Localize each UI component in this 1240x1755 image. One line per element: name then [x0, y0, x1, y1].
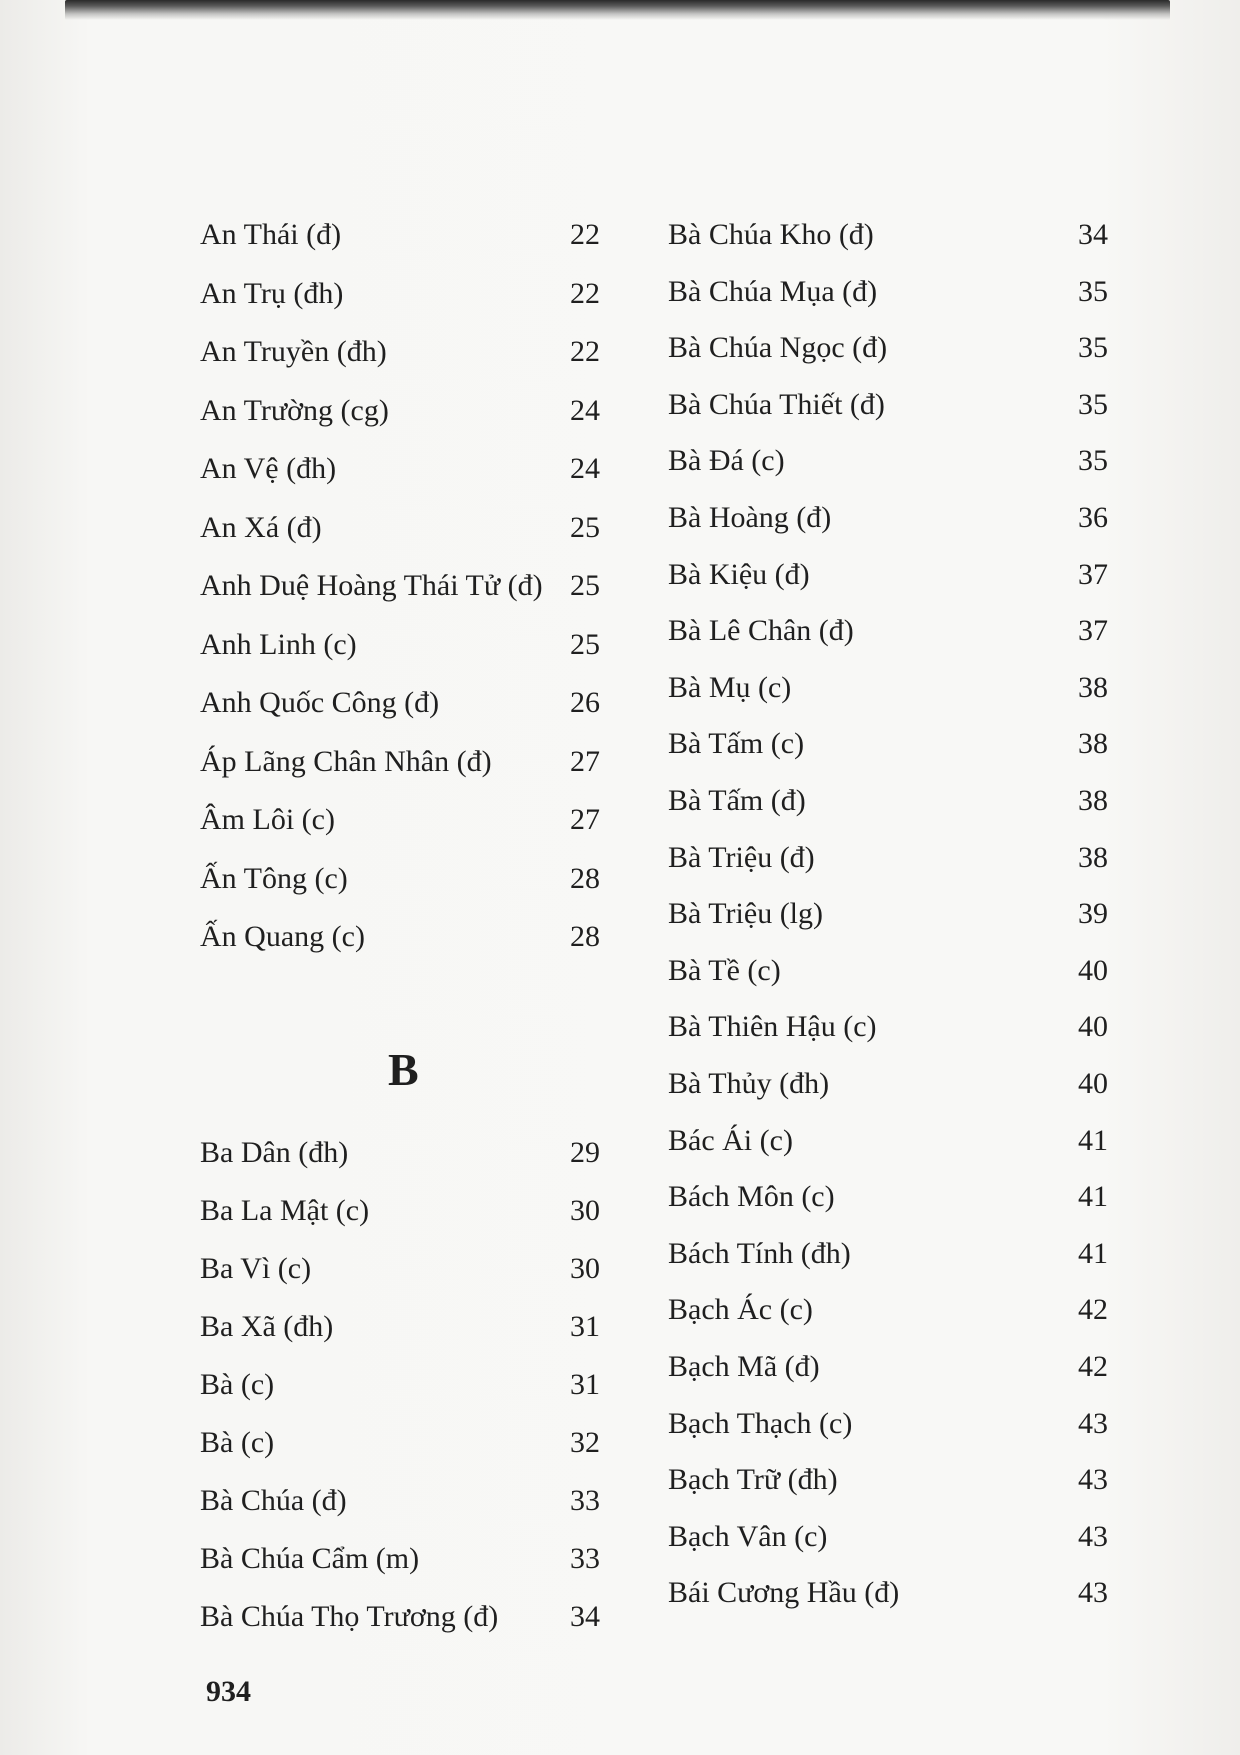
index-page-ref: 40 [1078, 1010, 1108, 1044]
index-page-ref: 38 [1078, 784, 1108, 817]
index-page-ref: 41 [1078, 1180, 1108, 1214]
index-term: Bà Đá (c) [668, 444, 785, 478]
index-term: Bà Chúa Mụa (đ) [668, 274, 878, 308]
index-term: Bà Thủy (đh) [668, 1067, 830, 1100]
index-page-ref: 24 [570, 452, 600, 485]
section-heading-b: B [388, 1044, 419, 1095]
index-term: Bà Chúa Kho (đ) [668, 218, 874, 251]
index-entry [668, 1290, 1108, 1330]
index-term: Bạch Trữ (đh) [668, 1463, 838, 1497]
index-term: Bà Tấm (c) [668, 727, 805, 761]
index-page-ref: 34 [1078, 218, 1108, 251]
index-term: Ấn Tông (c) [200, 861, 348, 895]
index-entry [200, 683, 600, 723]
index-entry [668, 781, 1108, 821]
index-term: An Thái (đ) [200, 218, 342, 251]
index-page-ref: 36 [1078, 501, 1108, 534]
index-page-ref: 34 [570, 1600, 600, 1633]
index-page-ref: 30 [570, 1194, 600, 1227]
index-entry [668, 838, 1108, 878]
index-page-ref: 33 [570, 1484, 600, 1517]
index-page-ref: 28 [570, 920, 600, 953]
index-entry [668, 1460, 1108, 1500]
index-term: Bạch Mã (đ) [668, 1350, 820, 1383]
index-page-ref: 32 [570, 1426, 600, 1459]
index-page-ref: 43 [1078, 1406, 1108, 1440]
index-page-ref: 33 [570, 1542, 600, 1575]
index-entry [668, 1064, 1108, 1104]
index-term: Bà Tề (c) [668, 953, 781, 987]
index-page-ref: 40 [1078, 953, 1108, 987]
index-entry [668, 385, 1108, 425]
index-term: Bà Kiệu (đ) [668, 557, 810, 591]
index-entry [668, 668, 1108, 708]
index-entry [200, 625, 600, 665]
index-page-ref: 30 [570, 1252, 600, 1285]
index-term: Bà Chúa Thọ Trương (đ) [200, 1600, 499, 1633]
index-term: Bách Tính (đh) [668, 1236, 851, 1270]
index-entry [200, 1481, 600, 1521]
index-term: An Trụ (đh) [200, 276, 344, 310]
index-page-ref: 24 [570, 393, 600, 427]
index-term: Bách Môn (c) [668, 1180, 835, 1214]
index-page-ref: 25 [570, 627, 600, 661]
index-entry [668, 1007, 1108, 1047]
index-entry [200, 1597, 600, 1637]
index-entry [668, 215, 1108, 255]
index-entry [200, 508, 600, 548]
index-page-ref: 42 [1078, 1350, 1108, 1383]
index-term: Ấn Quang (c) [200, 920, 365, 953]
index-term: Bà Mụ (c) [668, 670, 792, 704]
index-page-ref: 26 [570, 686, 600, 719]
index-term: Ba Xã (đh) [200, 1310, 334, 1343]
index-page-ref: 25 [570, 510, 600, 544]
page-number: 934 [206, 1675, 251, 1708]
index-entry [200, 800, 600, 840]
index-entry [200, 1191, 600, 1231]
index-term: Ba Vì (c) [200, 1252, 312, 1285]
index-entry [200, 1423, 600, 1463]
index-entry [200, 215, 600, 255]
index-page-ref: 35 [1078, 444, 1108, 478]
index-term: Bà (c) [200, 1426, 275, 1459]
page-top-shadow [65, 0, 1170, 20]
index-page-ref: 37 [1078, 614, 1108, 648]
index-term: Bà Lê Chân (đ) [668, 614, 854, 648]
index-page-ref: 42 [1078, 1293, 1108, 1327]
index-page-ref: 31 [570, 1310, 600, 1343]
index-page-ref: 31 [570, 1368, 600, 1401]
index-entry [200, 1365, 600, 1405]
index-entry [668, 441, 1108, 481]
index-term: Bà Tấm (đ) [668, 784, 806, 817]
index-entry [668, 555, 1108, 595]
index-entry [668, 1573, 1108, 1613]
index-term: An Truyền (đh) [200, 335, 387, 368]
index-page-ref: 27 [570, 803, 600, 836]
index-entry [668, 1234, 1108, 1274]
index-entry [668, 724, 1108, 764]
index-entry [668, 1404, 1108, 1444]
index-term: Bà (c) [200, 1368, 275, 1401]
index-entry [200, 449, 600, 489]
index-term: Anh Linh (c) [200, 627, 357, 661]
index-page-ref: 35 [1078, 274, 1108, 308]
index-page-ref: 39 [1078, 897, 1108, 931]
index-entry [668, 951, 1108, 991]
index-entry [668, 611, 1108, 651]
index-term: Bà Thiên Hậu (c) [668, 1010, 877, 1044]
index-term: Bà Chúa Thiết (đ) [668, 387, 885, 421]
index-page-ref: 35 [1078, 387, 1108, 421]
index-page-ref: 22 [570, 335, 600, 368]
index-term: Bà Triệu (lg) [668, 897, 824, 931]
index-term: Bà Hoàng (đ) [668, 501, 832, 534]
index-term: Anh Duệ Hoàng Thái Tử (đ) [200, 569, 543, 602]
index-page-ref: 43 [1078, 1576, 1108, 1610]
index-page-ref: 43 [1078, 1519, 1108, 1553]
index-term: Ba Dân (đh) [200, 1136, 349, 1169]
index-entry [668, 272, 1108, 312]
index-term: Bác Ái (c) [668, 1123, 793, 1157]
index-entry [668, 328, 1108, 368]
index-page-ref: 41 [1078, 1236, 1108, 1270]
index-term: Bạch Ác (c) [668, 1293, 813, 1327]
index-term: An Xá (đ) [200, 510, 322, 544]
index-term: An Trường (cg) [200, 393, 389, 427]
index-entry [200, 859, 600, 899]
index-term: Bạch Vân (c) [668, 1519, 828, 1553]
index-page-ref: 25 [570, 569, 600, 602]
index-entry [668, 1177, 1108, 1217]
index-page-ref: 35 [1078, 331, 1108, 365]
index-entry [200, 742, 600, 782]
index-page-ref: 41 [1078, 1123, 1108, 1157]
index-term: Bái Cương Hầu (đ) [668, 1576, 900, 1610]
index-page-ref: 38 [1078, 840, 1108, 874]
index-page-ref: 22 [570, 276, 600, 310]
index-page-ref: 27 [570, 744, 600, 778]
index-entry [200, 332, 600, 372]
index-entry [668, 498, 1108, 538]
index-page-ref: 38 [1078, 670, 1108, 704]
index-entry [668, 1121, 1108, 1161]
index-term: Anh Quốc Công (đ) [200, 686, 440, 719]
index-term: Bà Triệu (đ) [668, 840, 815, 874]
index-page-ref: 37 [1078, 557, 1108, 591]
index-entry [668, 1347, 1108, 1387]
index-term: Bà Chúa Cẩm (m) [200, 1542, 420, 1575]
index-entry [200, 1133, 600, 1173]
index-entry [200, 1539, 600, 1579]
index-entry [200, 274, 600, 314]
index-entry [200, 566, 600, 606]
index-page-ref: 29 [570, 1136, 600, 1169]
index-page-ref: 28 [570, 861, 600, 895]
index-entry [200, 1249, 600, 1289]
index-page-ref: 38 [1078, 727, 1108, 761]
index-term: Bạch Thạch (c) [668, 1406, 853, 1440]
index-page-ref: 40 [1078, 1067, 1108, 1100]
index-entry [200, 917, 600, 957]
index-page-ref: 43 [1078, 1463, 1108, 1497]
index-term: Bà Chúa Ngọc (đ) [668, 331, 888, 365]
index-term: Áp Lãng Chân Nhân (đ) [200, 744, 492, 778]
index-term: Bà Chúa (đ) [200, 1484, 347, 1517]
index-entry [668, 1517, 1108, 1557]
index-entry [200, 391, 600, 431]
index-entry [668, 894, 1108, 934]
index-term: An Vệ (đh) [200, 452, 337, 485]
index-term: Ba La Mật (c) [200, 1194, 370, 1227]
index-page-ref: 22 [570, 218, 600, 251]
index-term: Âm Lôi (c) [200, 803, 335, 836]
index-entry [200, 1307, 600, 1347]
